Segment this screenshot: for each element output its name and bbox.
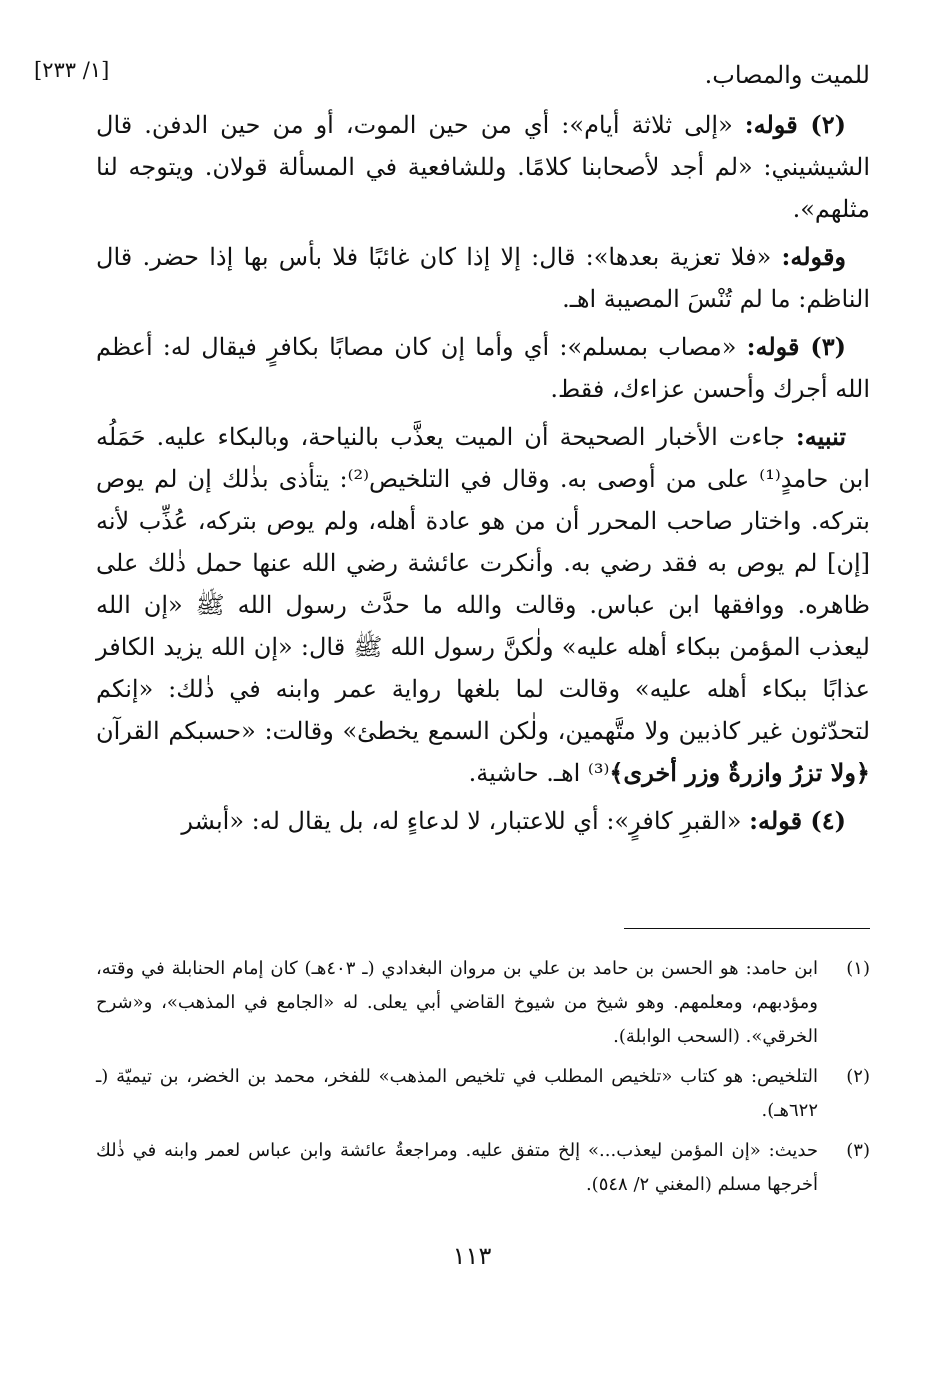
- page-number: ١١٣: [452, 1242, 492, 1270]
- footnote-separator: [624, 928, 870, 929]
- paragraph-text: جاءت الأخبار الصحيحة أن الميت يعذَّب بالنياحة، وبالبكاء عليه. حَمَلُه ابن حامدٍ⁽¹⁾ على من أوصى به. وقال في التلخيص⁽²⁾: يتأذى بذٰلك إن لم يوص بتركه. واختار صاحب المحرر أن من هو عادة أهله، ولم يوص بتركه، عُذِّب لأنه [إن] لم يوص به فقد رضي به. وأنكرت عائشة رضي الله عنها حمل ذٰلك على ظاهره. ووافقها ابن عباس. وقالت والله ما حدَّث رسول الله ﷺ «إن الله ليعذب المؤمن ببكاء أهله عليه» ولٰكنَّ رسول الله ﷺ قال: «إن الله يزيد الكافر عذابًا ببكاء أهله عليه» وقالت لما بلغها رواية عمر وابنه في ذٰلك: «إنكم لتحدّثون غير كاذبين ولا متَّهمين، ولٰكن السمع يخطئ» وقالت: «حسبكم القرآن: [96, 423, 871, 745]
- paragraph-note-3: [96, 326, 870, 410]
- footnote-item: [96, 952, 870, 1054]
- footnote-number: (١): [846, 958, 870, 979]
- note-label: وقوله:: [781, 242, 846, 271]
- quran-quote: ﴿ولا تزرُ وازرةٌ وزر أخرى﴾: [609, 758, 870, 787]
- paragraph-note-4: [96, 800, 870, 842]
- footnote-text: التلخيص: هو كتاب «تلخيص المطلب في تلخيص المذهب» للفخر، محمد بن الخضر، بن تيميّة (ـ ٦٢٢هـ).: [96, 1066, 818, 1121]
- footnote-item: [96, 1060, 870, 1128]
- footnote-number: (٢): [846, 1066, 870, 1087]
- footnotes: [96, 952, 870, 1208]
- note-label: (٤) قوله:: [749, 806, 846, 835]
- main-text: [96, 54, 870, 848]
- footnote-text: حديث: «إن المؤمن ليعذب...» إلخ متفق عليه. ومراجعةُ عائشة وابن عباس لعمر وابنه في ذٰلك أخرجها مسلم (المغني ٢/ ٥٤٨).: [96, 1140, 818, 1195]
- paragraph-tanbih: [96, 416, 870, 794]
- footnote-text: ابن حامد: هو الحسن بن حامد بن علي بن مروان البغدادي (ـ ٤٠٣هـ) كان إمام الحنابلة في وقته، ومؤدبهم، ومعلمهم. وهو شيخ من شيوخ القاضي أبي يعلى. له «الجامع في المذهب»، و«شرح الخرقي». (السحب الوابلة).: [96, 958, 818, 1047]
- paragraph-text: «مصاب بمسلم»: أي وأما إن كان مصابًا بكافرٍ فيقال له: أعظم الله أجرك وأحسن عزاءك، فقط.: [96, 333, 870, 403]
- footnote-item: [96, 1134, 870, 1202]
- paragraph-tail: ⁽³⁾ اهـ. حاشية.: [468, 759, 610, 787]
- continuation-line: للميت والمصاب.: [704, 61, 870, 89]
- paragraph-note-2: [96, 104, 870, 230]
- paragraph-waqawluh: [96, 236, 870, 320]
- paragraph-text: «فلا تعزية بعدها»: قال: إلا إذا كان غائبًا فلا بأس بها إذا حضر. قال الناظم: ما لم تُنْسَ المصيبة اهـ.: [96, 243, 870, 313]
- paragraph-text: «إلى ثلاثة أيام»: أي من حين الموت، أو من حين الدفن. قال الشيشيني: «لم أجد لأصحابنا كلامًا. وللشافعية في المسألة قولان. ويتوجه لنا مثلهم».: [96, 111, 870, 223]
- footnote-number: (٣): [846, 1140, 870, 1161]
- note-label: (٢) قوله:: [744, 110, 846, 139]
- paragraph-text: «القبرِ كافرٍ»: أي للاعتبار، لا لدعاءٍ له، بل يقال له: «أبشر: [181, 807, 750, 835]
- note-label: تنبيه:: [795, 422, 846, 451]
- volume-page-reference: [١/ ٢٣٣]: [34, 58, 110, 82]
- note-label: (٣) قوله:: [746, 332, 846, 361]
